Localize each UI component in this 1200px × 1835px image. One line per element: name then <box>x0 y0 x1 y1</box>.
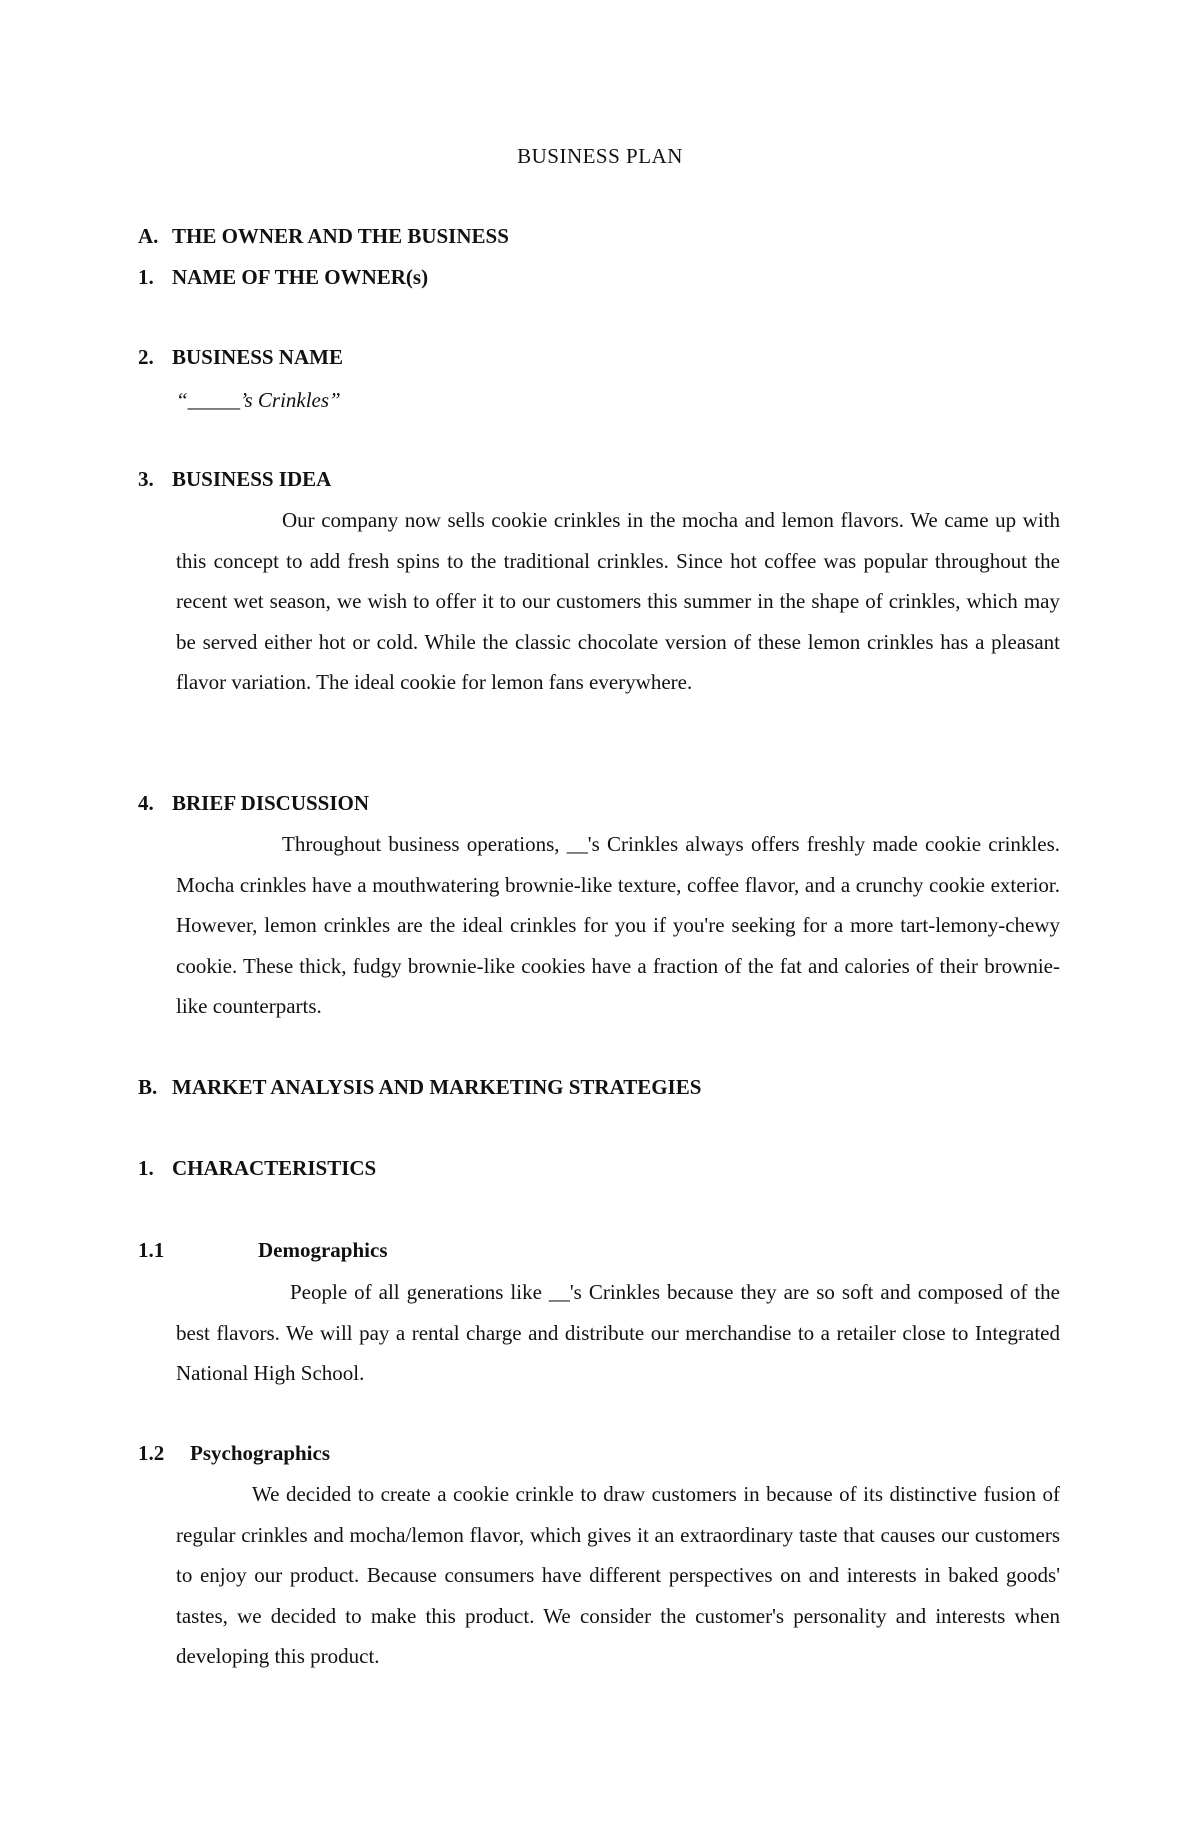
characteristics-number: 1. <box>138 1156 154 1180</box>
business-name-title: BUSINESS NAME <box>172 345 343 369</box>
business-idea-text: Our company now sells cookie crinkles in the mocha and lemon flavors. We came up with this concept to add fresh spins to the traditional crinkles. Since hot coffee was popular throughout the recent wet season, we wish to offer it to our customers this summer in the shape of crinkles, which may be served either hot or cold. While the classic chocolate version of these lemon crinkles has a pleasant flavor variation. The ideal cookie for lemon fans everywhere. <box>176 508 1060 694</box>
brief-discussion-heading <box>138 791 369 816</box>
brief-discussion-text: Throughout business operations, __'s Crinkles always offers freshly made cookie crinkles. Mocha crinkles have a mouthwatering brownie-like texture, coffee flavor, and a crunchy cookie exterior. However, lemon crinkles are the ideal crinkles for you if you're seeking for a more tart-lemony-chewy cookie. These thick, fudgy brownie-like cookies have a fraction of the fat and calories of their brownie-like counterparts. <box>176 832 1060 1018</box>
business-idea-heading <box>138 467 331 492</box>
owner-heading <box>138 265 428 290</box>
psychographics-number: 1.2 <box>138 1441 165 1465</box>
section-b-heading <box>138 1075 701 1100</box>
owner-number: 1. <box>138 265 154 289</box>
section-b-letter: B. <box>138 1075 158 1099</box>
section-a-title: THE OWNER AND THE BUSINESS <box>172 224 509 248</box>
psychographics-text: We decided to create a cookie crinkle to draw customers in because of its distinctive fusion of regular crinkles and mocha/lemon flavor, which gives it an extraordinary taste that causes our customers to enjoy our product. Because consumers have different perspectives on and interests in baked goods' tastes, we decided to make this product. We consider the customer's personality and interests when developing this product. <box>176 1482 1060 1668</box>
demographics-heading: Demographics <box>258 1238 388 1262</box>
brief-discussion-number: 4. <box>138 791 154 815</box>
psychographics-heading: Psychographics <box>190 1441 331 1465</box>
business-name-heading <box>138 345 343 370</box>
page-title: BUSINESS PLAN <box>517 144 683 168</box>
section-b-title: MARKET ANALYSIS AND MARKETING STRATEGIES <box>172 1075 702 1099</box>
section-a-heading <box>138 224 509 249</box>
business-name-value: “_____’s Crinkles” <box>176 388 341 412</box>
brief-discussion-title: BRIEF DISCUSSION <box>172 791 370 815</box>
characteristics-title: CHARACTERISTICS <box>172 1156 377 1180</box>
business-idea-number: 3. <box>138 467 154 491</box>
characteristics-heading <box>138 1156 376 1181</box>
business-idea-title: BUSINESS IDEA <box>172 467 332 491</box>
demographics-number: 1.1 <box>138 1238 165 1262</box>
section-a-letter: A. <box>138 224 159 248</box>
business-name-number: 2. <box>138 345 154 369</box>
demographics-text: People of all generations like __'s Crinkles because they are so soft and composed of the best flavors. We will pay a rental charge and distribute our merchandise to a retailer close to Integrated National High School. <box>176 1280 1060 1385</box>
owner-title: NAME OF THE OWNER(s) <box>172 265 429 289</box>
